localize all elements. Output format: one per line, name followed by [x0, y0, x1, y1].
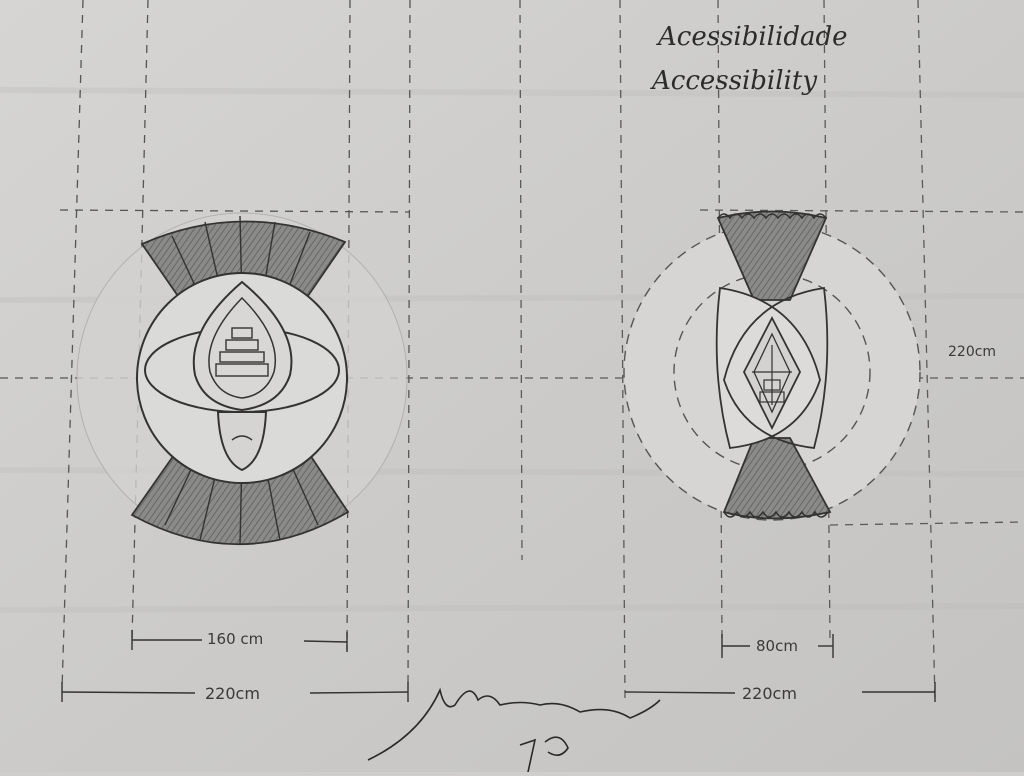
right-inner-width-label: 80cm	[756, 637, 798, 655]
title-line-2: Accessibility	[652, 66, 818, 96]
right-height-label: 220cm	[948, 344, 997, 360]
left-outer-width-label: 220cm	[205, 684, 260, 703]
left-plan-drawing	[77, 213, 407, 545]
left-inner-width-label: 160 cm	[207, 630, 264, 648]
title-line-1: Acessibilidade	[658, 22, 848, 52]
right-outer-width-label: 220cm	[742, 684, 797, 703]
